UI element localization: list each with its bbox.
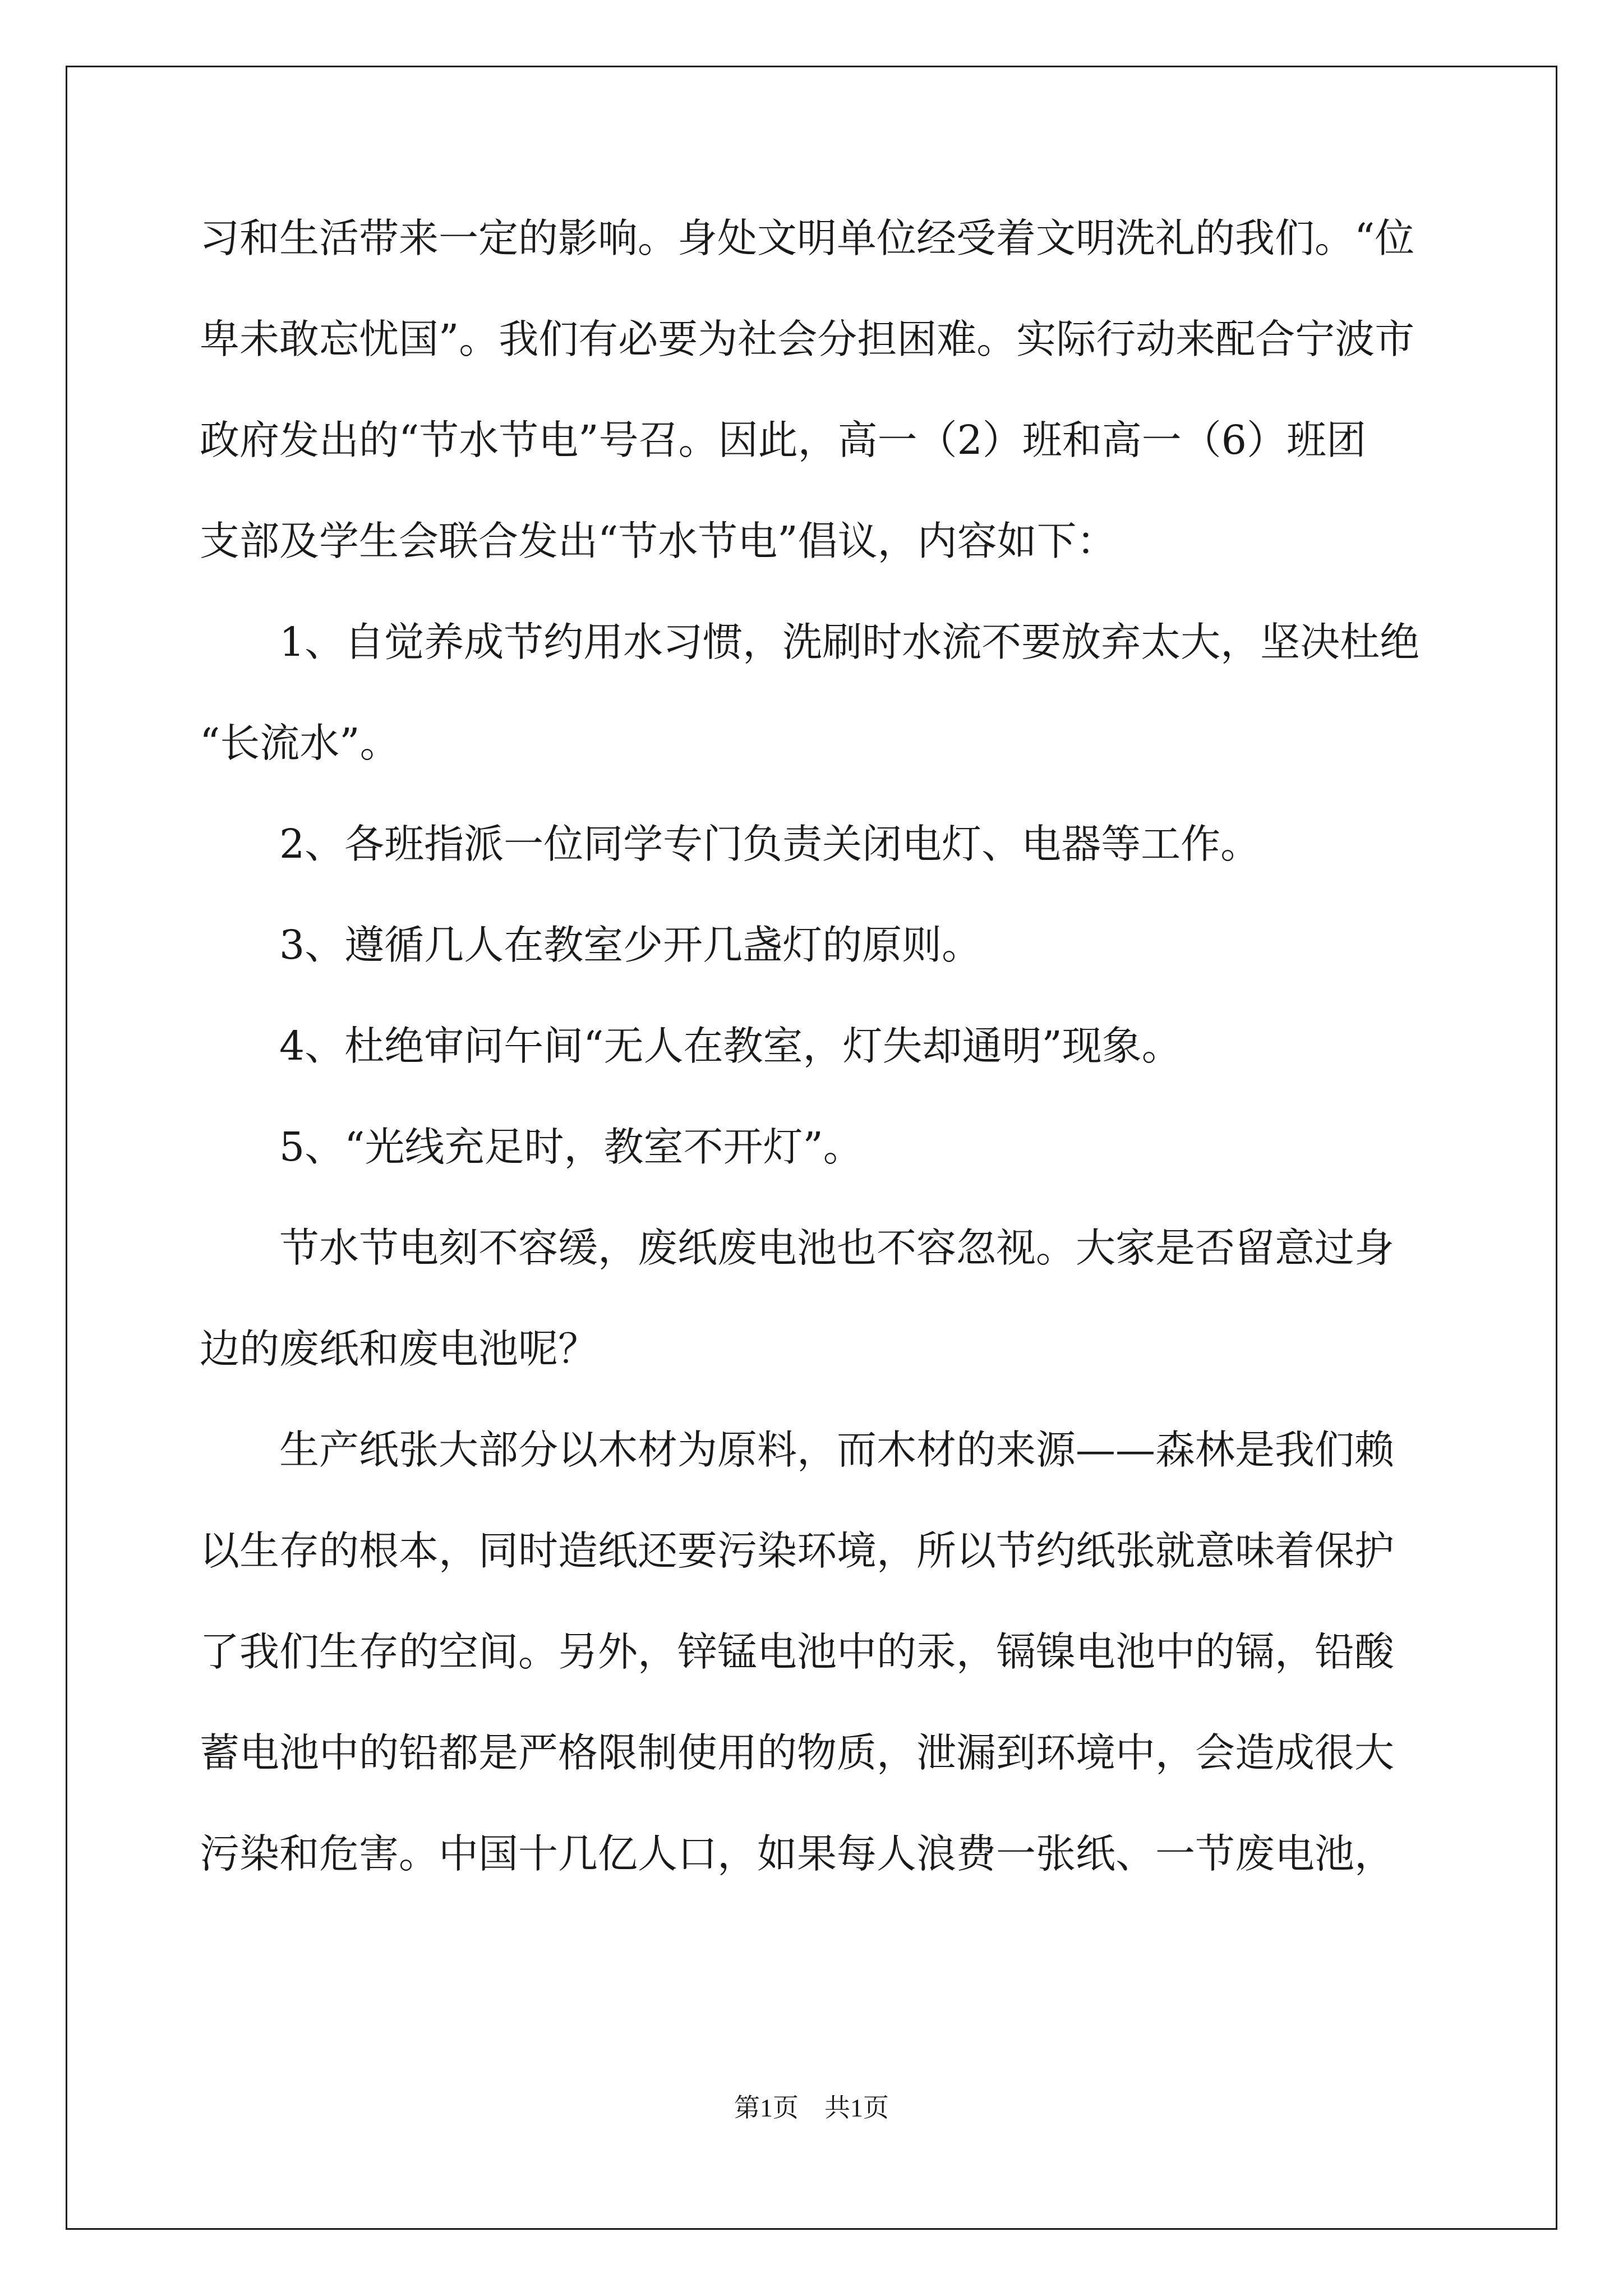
text-line: 以生存的根本，同时造纸还要污染环境，所以节约纸张就意味着保护 (200, 1527, 1395, 1574)
text-line: 支部及学生会联合发出“节水节电”倡议，内容如下： (200, 518, 1117, 564)
list-item-1: 1、自觉养成节约用水习惯，洗刷时水流不要放弃太大，坚决杜绝 (279, 619, 1420, 665)
text-line: 边的废纸和废电池呢？ (200, 1326, 598, 1372)
text-line: 蓄电池中的铅都是严格限制使用的物质，泄漏到环境中，会造成很大 (200, 1729, 1395, 1776)
paragraph-start: 生产纸张大部分以木材为原料，而木材的来源——森林是我们赖 (279, 1427, 1395, 1473)
list-item-5: 5、“光线充足时，教室不开灯”。 (279, 1124, 863, 1170)
list-item-3: 3、遵循几人在教室少开几盏灯的原则。 (279, 922, 982, 968)
list-item-4: 4、杜绝审问午间“无人在教室，灯失却通明”现象。 (279, 1023, 1182, 1069)
text-line: 习和生活带来一定的影响。身处文明单位经受着文明洗礼的我们。“位 (200, 215, 1415, 261)
text-line: 卑未敢忘忧国”。我们有必要为社会分担困难。实际行动来配合宁波市 (200, 316, 1415, 362)
text-line: 政府发出的“节水节电”号召。因此，高一（2）班和高一（6）班团 (200, 417, 1366, 463)
text-line: 了我们生存的空间。另外，锌锰电池中的汞，镉镍电池中的镉，铅酸 (200, 1628, 1395, 1675)
text-line: “长流水”。 (200, 720, 400, 766)
list-item-2: 2、各班指派一位同学专门负责关闭电灯、电器等工作。 (279, 821, 1261, 867)
paragraph-start: 节水节电刻不容缓，废纸废电池也不容忽视。大家是否留意过身 (279, 1225, 1395, 1271)
text-line: 污染和危害。中国十几亿人口，如果每人浪费一张纸、一节废电池， (200, 1830, 1395, 1877)
page-footer: 第1页 共1页 (734, 2093, 889, 2122)
